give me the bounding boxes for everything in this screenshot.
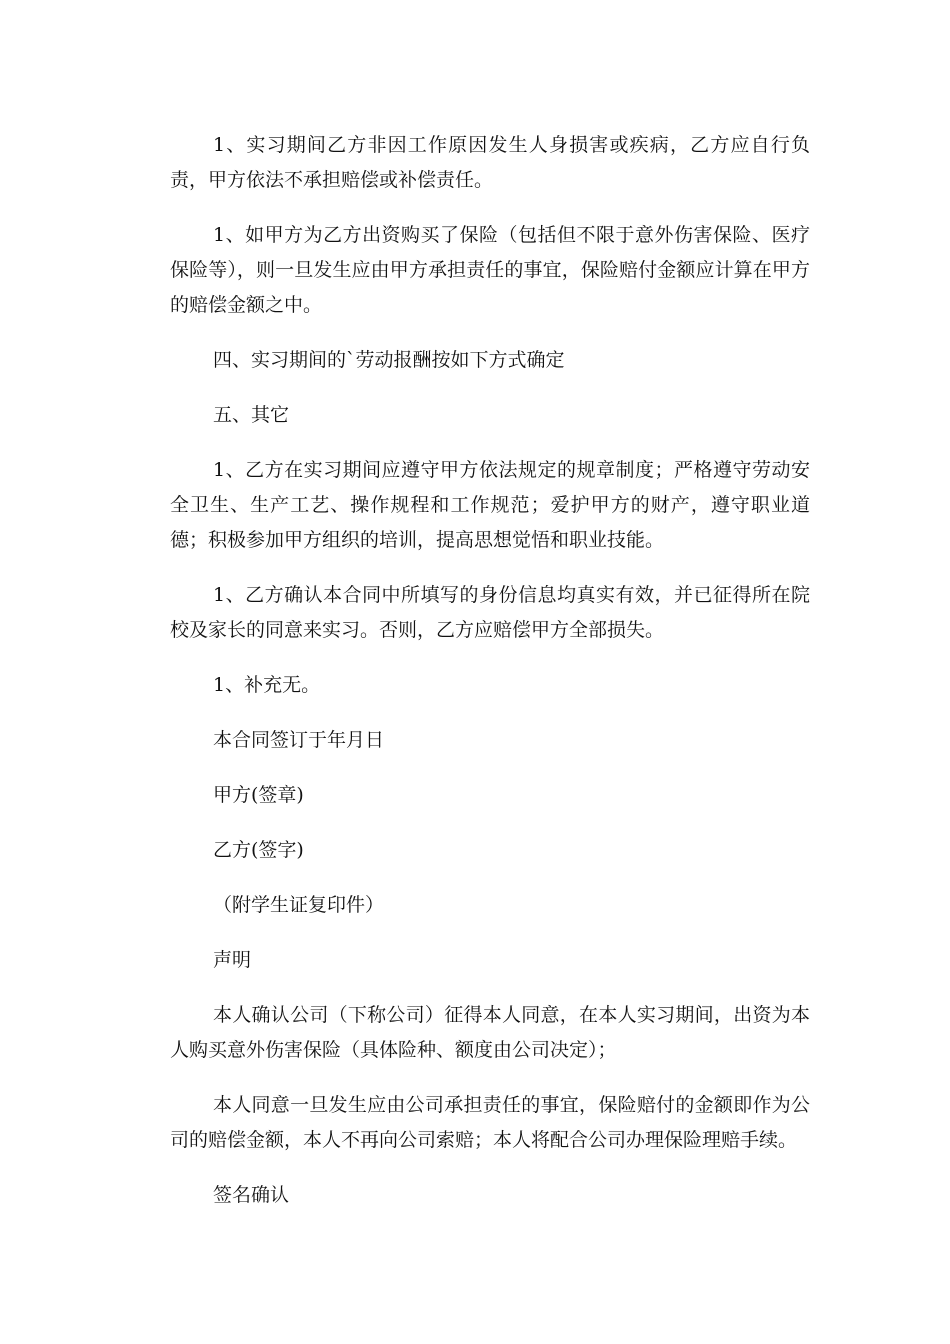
- section-heading-other: 五、其它: [213, 404, 290, 426]
- paragraph-identity-confirmation: 1、乙方确认本合同中所填写的身份信息均真实有效，并已征得所在院校及家长的同意来实习。否则，乙方应赔偿甲方全部损失。: [170, 584, 810, 641]
- party-a-signature-line: 甲方(签章): [213, 784, 304, 806]
- paragraph-supplement: 1、补充无。: [213, 674, 321, 696]
- party-b-signature-line: 乙方(签字): [213, 839, 304, 861]
- declaration-insurance-consent: 本人确认公司（下称公司）征得本人同意，在本人实习期间，出资为本人购买意外伤害保险（具体险种、额度由公司决定）；: [170, 1004, 810, 1061]
- section-heading-remuneration: 四、实习期间的`劳动报酬按如下方式确定: [213, 349, 565, 371]
- paragraph-rules-compliance: 1、乙方在实习期间应遵守甲方依法规定的规章制度；严格遵守劳动安全卫生、生产工艺、操作规程和工作规范；爱护甲方的财产，遵守职业道德；积极参加甲方组织的培训，提高思想觉悟和职业技能。: [170, 459, 810, 551]
- signing-date-line: 本合同签订于年月日: [213, 729, 385, 751]
- attachment-note: （附学生证复印件）: [213, 894, 385, 916]
- paragraph-injury-liability: 1、实习期间乙方非因工作原因发生人身损害或疾病，乙方应自行负责，甲方依法不承担赔偿或补偿责任。: [170, 134, 810, 191]
- paragraph-insurance: 1、如甲方为乙方出资购买了保险（包括但不限于意外伤害保险、医疗保险等），则一旦发生应由甲方承担责任的事宜，保险赔付金额应计算在甲方的赔偿金额之中。: [170, 224, 810, 316]
- document-body: [170, 128, 810, 1233]
- declaration-claim-waiver: 本人同意一旦发生应由公司承担责任的事宜，保险赔付的金额即作为公司的赔偿金额，本人不再向公司索赔；本人将配合公司办理保险理赔手续。: [170, 1094, 810, 1151]
- declaration-heading: 声明: [213, 949, 252, 971]
- signature-confirmation-line: 签名确认: [213, 1184, 290, 1206]
